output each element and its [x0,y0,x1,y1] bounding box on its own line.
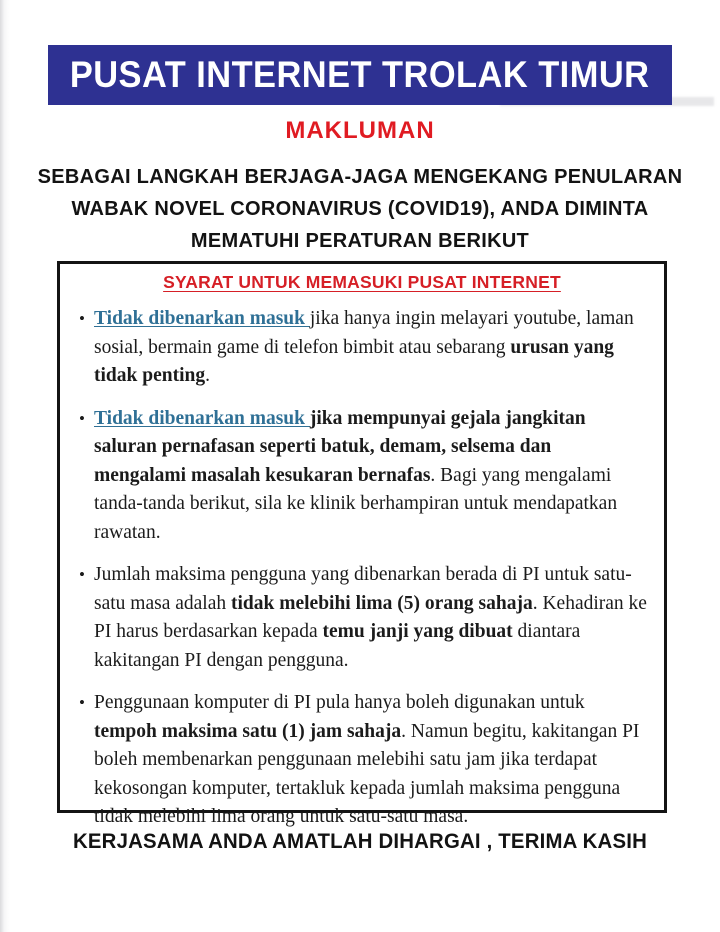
rule-item [70,405,648,548]
rule-segment-bold: jika mempunyai gejala jangkitan saluran pernafasan seperti batuk, demam, selsema dan mengalami masalah kesukaran bernafas [94,407,586,486]
rule-segment-link: Tidak dibenarkan masuk [94,308,310,329]
rule-segment-normal: . Bagi yang mengalami tanda-tanda berikut, sila ke klinik berhampiran untuk mendapatkan rawatan. [94,464,618,543]
bullet-icon [70,561,94,675]
footer-thanks: KERJASAMA ANDA AMATLAH DIHARGAI , TERIMA KASIH [73,830,647,853]
bullet-icon [70,305,94,391]
rule-segment-normal: . Kehadiran ke PI harus berdasarkan kepada [94,592,647,642]
rule-text [94,689,648,832]
rule-segment-normal: jika hanya ingin melayari youtube, laman sosial, bermain game di telefon bimbit atau sebarang [94,308,634,358]
rule-text [94,305,648,391]
rule-item [70,561,648,675]
rule-segment-normal: Penggunaan komputer di PI pula hanya boleh digunakan untuk [94,692,585,713]
rule-text [94,405,648,548]
rule-text [94,561,648,675]
page-title: PUSAT INTERNET TROLAK TIMUR [70,54,650,95]
rule-segment-bold: tempoh maksima satu (1) jam sahaja [94,720,402,742]
intro-line: WABAK NOVEL CORONAVIRUS (COVID19), ANDA DIMINTA [71,198,649,220]
bullet-icon [70,689,94,832]
rules-box [57,261,667,827]
rule-segment-bold: temu janji yang dibuat [322,621,513,642]
intro-line: MEMATUHI PERATURAN BERIKUT [190,230,530,252]
bullet-icon [70,405,94,548]
rule-segment-normal: diantara kakitangan PI dengan pengguna. [94,621,581,671]
rule-segment-normal: Jumlah maksima pengguna yang dibenarkan berada di PI untuk satu-satu masa adalah [94,564,632,614]
rule-segment-normal: . [205,365,210,386]
rules-heading: SYARAT UNTUK MEMASUKI PUSAT INTERNET [163,272,561,292]
rule-segment-link: Tidak dibenarkan masuk [94,407,310,429]
intro-paragraph [0,161,720,257]
notice-label: MAKLUMAN [285,117,435,144]
rule-segment-bold: urusan yang tidak penting [94,336,614,386]
banner [48,45,672,105]
rule-segment-bold: tidak melebihi lima (5) orang sahaja [231,592,533,614]
rules-list [60,305,664,832]
rule-item [70,305,648,391]
rule-segment-normal: . Namun begitu, kakitangan PI boleh membenarkan penggunaan melebihi satu jam jika terdapat kekosongan komputer, tertakluk kepada jumlah maksima pengguna tidak melebihi lima orang untuk satu-satu masa. [94,720,640,827]
rule-item [70,689,648,832]
intro-line: SEBAGAI LANGKAH BERJAGA-JAGA MENGEKANG PENULARAN [37,166,683,188]
